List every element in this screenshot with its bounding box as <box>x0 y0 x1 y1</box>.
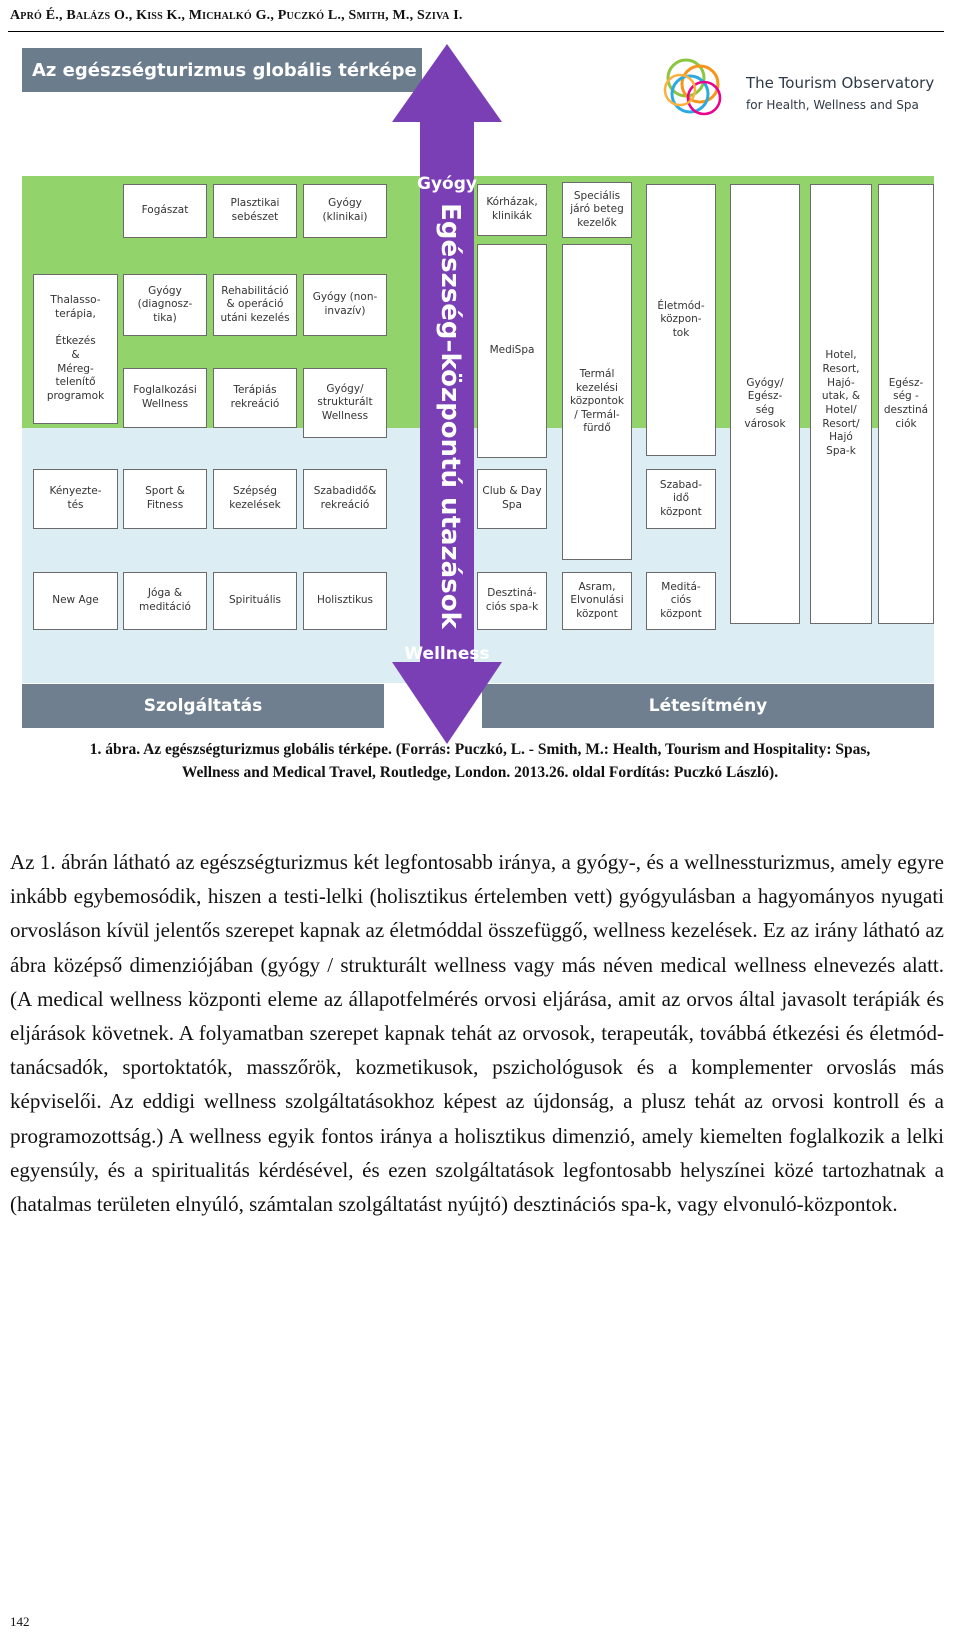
facility-box: Desztiná- ciós spa-k <box>477 572 547 630</box>
service-box: Fogászat <box>123 184 207 238</box>
service-box: Gyógy/ strukturált Wellness <box>303 368 387 438</box>
facility-box: Életmód- közpon- tok <box>646 184 716 456</box>
service-box: Thalasso- terápia, Étkezés & Méreg- telenítő programok <box>33 274 118 424</box>
figure-health-tourism-map <box>22 44 958 752</box>
facility-box: Gyógy/ Egész- ség városok <box>730 184 800 624</box>
facility-box: Speciális járó beteg kezelők <box>562 182 632 238</box>
service-box: Foglalkozási Wellness <box>123 368 207 428</box>
facility-box: Hotel, Resort, Hajó- utak, & Hotel/ Resort/ Hajó Spa-k <box>810 184 872 624</box>
facility-box: Asram, Elvonulási központ <box>562 572 632 630</box>
facility-box: Club & Day Spa <box>477 469 547 529</box>
logo-rings-icon <box>650 48 740 128</box>
service-box: Gyógy (diagnosz- tika) <box>123 274 207 336</box>
service-box: Szabadidő& rekreáció <box>303 469 387 529</box>
logo-subtitle: for Health, Wellness and Spa <box>746 98 919 112</box>
facility-box: Kórházak, klinikák <box>477 184 547 236</box>
service-box: Plasztikai sebészet <box>213 184 297 238</box>
figure-caption: 1. ábra. Az egészségturizmus globális térképe. (Forrás: Puczkó, L. - Smith, M.: Health, Tourism and Hospitality: Spas, Wellness and Medical Travel, Routledge, London. 2013.26. oldal Fordítás: Puczkó László). <box>89 741 871 782</box>
facility-box: Termál kezelési központok / Termál- fürdő <box>562 244 632 560</box>
service-box: Kényezte- tés <box>33 469 118 529</box>
logo-title: The Tourism Observatory <box>746 74 935 92</box>
page-number: 142 <box>10 1614 30 1629</box>
facility-box: Egész- ség - desztiná ciók <box>878 184 934 624</box>
facility-box: Meditá- ciós központ <box>646 572 716 630</box>
service-box: Gyógy (non- invazív) <box>303 274 387 336</box>
service-box: New Age <box>33 572 118 630</box>
service-box: Gyógy (klinikai) <box>303 184 387 238</box>
facility-footer: Létesítmény <box>482 684 934 728</box>
facility-box: MediSpa <box>477 244 547 458</box>
arrow-bottom-label: Wellness <box>404 644 490 664</box>
service-box: Szépség kezelések <box>213 469 297 529</box>
service-footer: Szolgáltatás <box>22 684 384 728</box>
service-box: Spirituális <box>213 572 297 630</box>
arrow-vertical-label: Egészség–központú utazások <box>435 203 465 629</box>
tourism-observatory-logo <box>650 48 950 128</box>
header-rule <box>8 31 944 32</box>
facility-box: Szabad- idő központ <box>646 469 716 529</box>
service-box: Sport & Fitness <box>123 469 207 529</box>
service-box: Jóga & meditáció <box>123 572 207 630</box>
body-paragraph: Az 1. ábrán látható az egészségturizmus két legfontosabb iránya, a gyógy-, és a wellnessturizmus, amely egyre inkább egybemosódik, hiszen a testi-lelki (holisztikus értelemben vett) gyógyulásban a hagyományos nyugati orvosláson kívül jelentős szerepet kapnak az életmóddal összefüggő, wellness kezelések. Ez az irány látható az ábra középső dimenziójában (gyógy / strukturált wellness vagy más néven medical wellness elnevezés alatt. (A medical wellness központi eleme az állapotfelmérés orvosi eljárása, amit az orvos által javasolt terápiák és eljárások követnek. A folyamatban szerepet kapnak tehát az orvosok, terapeuták, továbbá étkezési és életmód-tanácsadók, sportoktatók, masszőrök, kozmetikusok, pszichológusok és a komplementer orvoslás más képviselői. Az eddigi wellness szolgáltatásokhoz képest az újdonság, a plusz tehát az orvosi kontroll és a programozottság.) A wellness egyik fontos iránya a holisztikus dimenzió, amely kiemelten foglalkozik a lelki egyensúly, és a spiritualitás kérdésével, és ezen szolgáltatások legfontosabb helyszínei közé tartozhatnak a (hatalmas területen elnyúló, számtalan szolgáltatást nyújtó) desztinációs spa-k, vagy elvonuló-központok. <box>10 850 944 1217</box>
service-box: Terápiás rekreáció <box>213 368 297 428</box>
arrow-top-label: Gyógy <box>417 174 477 194</box>
service-box: Rehabilitáció & operáció utáni kezelés <box>213 274 297 336</box>
running-header: Apró É., Balázs O., Kiss K., Michalkó G., Puczkó L., Smith, M., Sziva I. <box>10 8 463 23</box>
figure-title: Az egészségturizmus globális térképe <box>22 48 422 92</box>
service-box: Holisztikus <box>303 572 387 630</box>
